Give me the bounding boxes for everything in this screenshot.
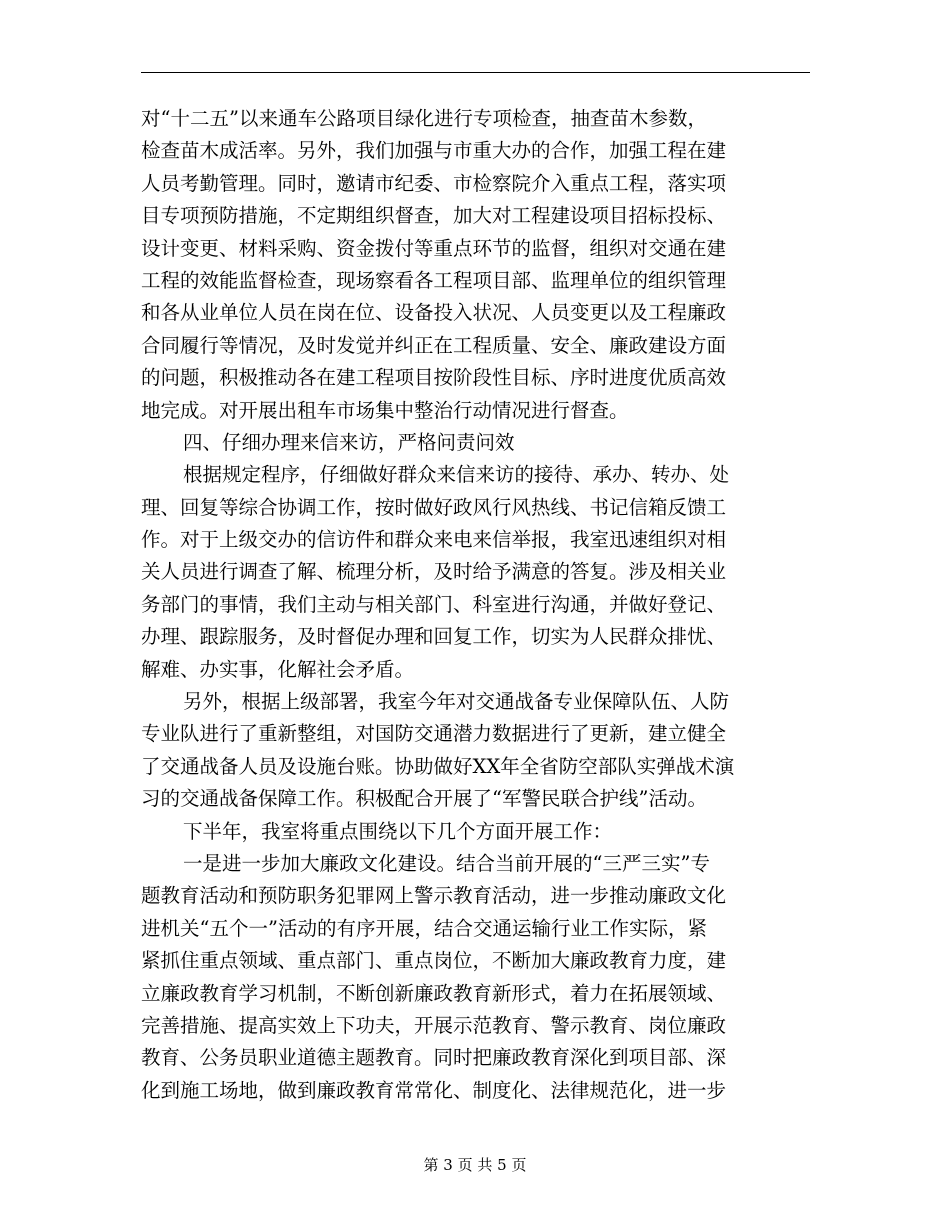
text-line: 目专项预防措施，不定期组织督查，加大对工程建设项目招标投标、 (141, 204, 727, 228)
paragraph (141, 427, 813, 459)
paragraph (141, 459, 813, 686)
text-line: 了交通战备人员及设施台账。协助做好XX年全省防空部队实弹战术演 (141, 754, 735, 778)
page-footer: 第 3 页 共 5 页 (423, 1156, 527, 1174)
text-line: 教育、公务员职业道德主题教育。同时把廉政教育深化到项目部、深 (141, 1046, 727, 1070)
text-line: 地完成。对开展出租车市场集中整治行动情况进行督查。 (141, 398, 629, 422)
text-line: 化到施工场地，做到廉政教育常常化、制度化、法律规范化，进一步 (141, 1078, 727, 1102)
text-line: 一是进一步加大廉政文化建设。结合当前开展的“三严三实”专 (183, 851, 710, 875)
paragraph (141, 848, 813, 1107)
text-line: 根据规定程序，仔细做好群众来信来访的接待、承办、转办、处 (183, 463, 730, 487)
text-line: 对“十二五”以来通车公路项目绿化进行专项检查，抽查苗木参数， (141, 107, 707, 130)
text-line: 下半年，我室将重点围绕以下几个方面开展工作： (183, 819, 613, 843)
text-line: 设计变更、材料采购、资金拨付等重点环节的监督，组织对交通在建 (141, 236, 727, 260)
text-line: 理、回复等综合协调工作，按时做好政风行风热线、书记信箱反馈工 (141, 495, 727, 519)
text-line: 题教育活动和预防职务犯罪网上警示教育活动，进一步推动廉政文化 (141, 884, 727, 908)
header-rule (141, 72, 810, 73)
text-line: 检查苗木成活率。另外，我们加强与市重大办的合作，加强工程在建 (141, 139, 727, 163)
text-line: 四、仔细办理来信来访，严格问责问效 (183, 430, 515, 454)
text-line: 关人员进行调查了解、梳理分析，及时给予满意的答复。涉及相关业 (141, 560, 727, 584)
text-line: 作。对于上级交办的信访件和群众来电来信举报，我室迅速组织对相 (141, 528, 727, 552)
text-line: 务部门的事情，我们主动与相关部门、科室进行沟通，并做好登记、 (141, 592, 727, 616)
paragraph (141, 816, 813, 848)
text-line: 和各从业单位人员在岗在位、设备投入状况、人员变更以及工程廉政 (141, 301, 727, 325)
paragraph (141, 686, 813, 816)
text-line: 习的交通战备保障工作。积极配合开展了“军警民联合护线”活动。 (141, 787, 707, 811)
text-line: 紧抓住重点领域、重点部门、重点岗位，不断加大廉政教育力度，建 (141, 949, 727, 973)
document-body (141, 103, 813, 1107)
text-line: 合同履行等情况，及时发觉并纠正在工程质量、安全、廉政建设方面 (141, 333, 727, 357)
text-line: 的问题，积极推动各在建工程项目按阶段性目标、序时进度优质高效 (141, 366, 727, 390)
text-line: 另外，根据上级部署，我室今年对交通战备专业保障队伍、人防 (183, 690, 730, 714)
text-line: 人员考勤管理。同时，邀请市纪委、市检察院介入重点工程，落实项 (141, 171, 727, 195)
paragraph (141, 103, 813, 427)
text-line: 立廉政教育学习机制，不断创新廉政教育新形式，着力在拓展领域、 (141, 981, 727, 1005)
text-line: 完善措施、提高实效上下功夫，开展示范教育、警示教育、岗位廉政 (141, 1013, 727, 1037)
text-line: 工程的效能监督检查，现场察看各工程项目部、监理单位的组织管理 (141, 268, 727, 292)
text-line: 办理、跟踪服务，及时督促办理和回复工作，切实为人民群众排忧、 (141, 625, 727, 649)
text-line: 进机关“五个一”活动的有序开展，结合交通运输行业工作实际，紧 (141, 916, 707, 940)
text-line: 专业队进行了重新整组，对国防交通潜力数据进行了更新，建立健全 (141, 722, 727, 746)
text-line: 解难、办实事，化解社会矛盾。 (141, 657, 415, 681)
